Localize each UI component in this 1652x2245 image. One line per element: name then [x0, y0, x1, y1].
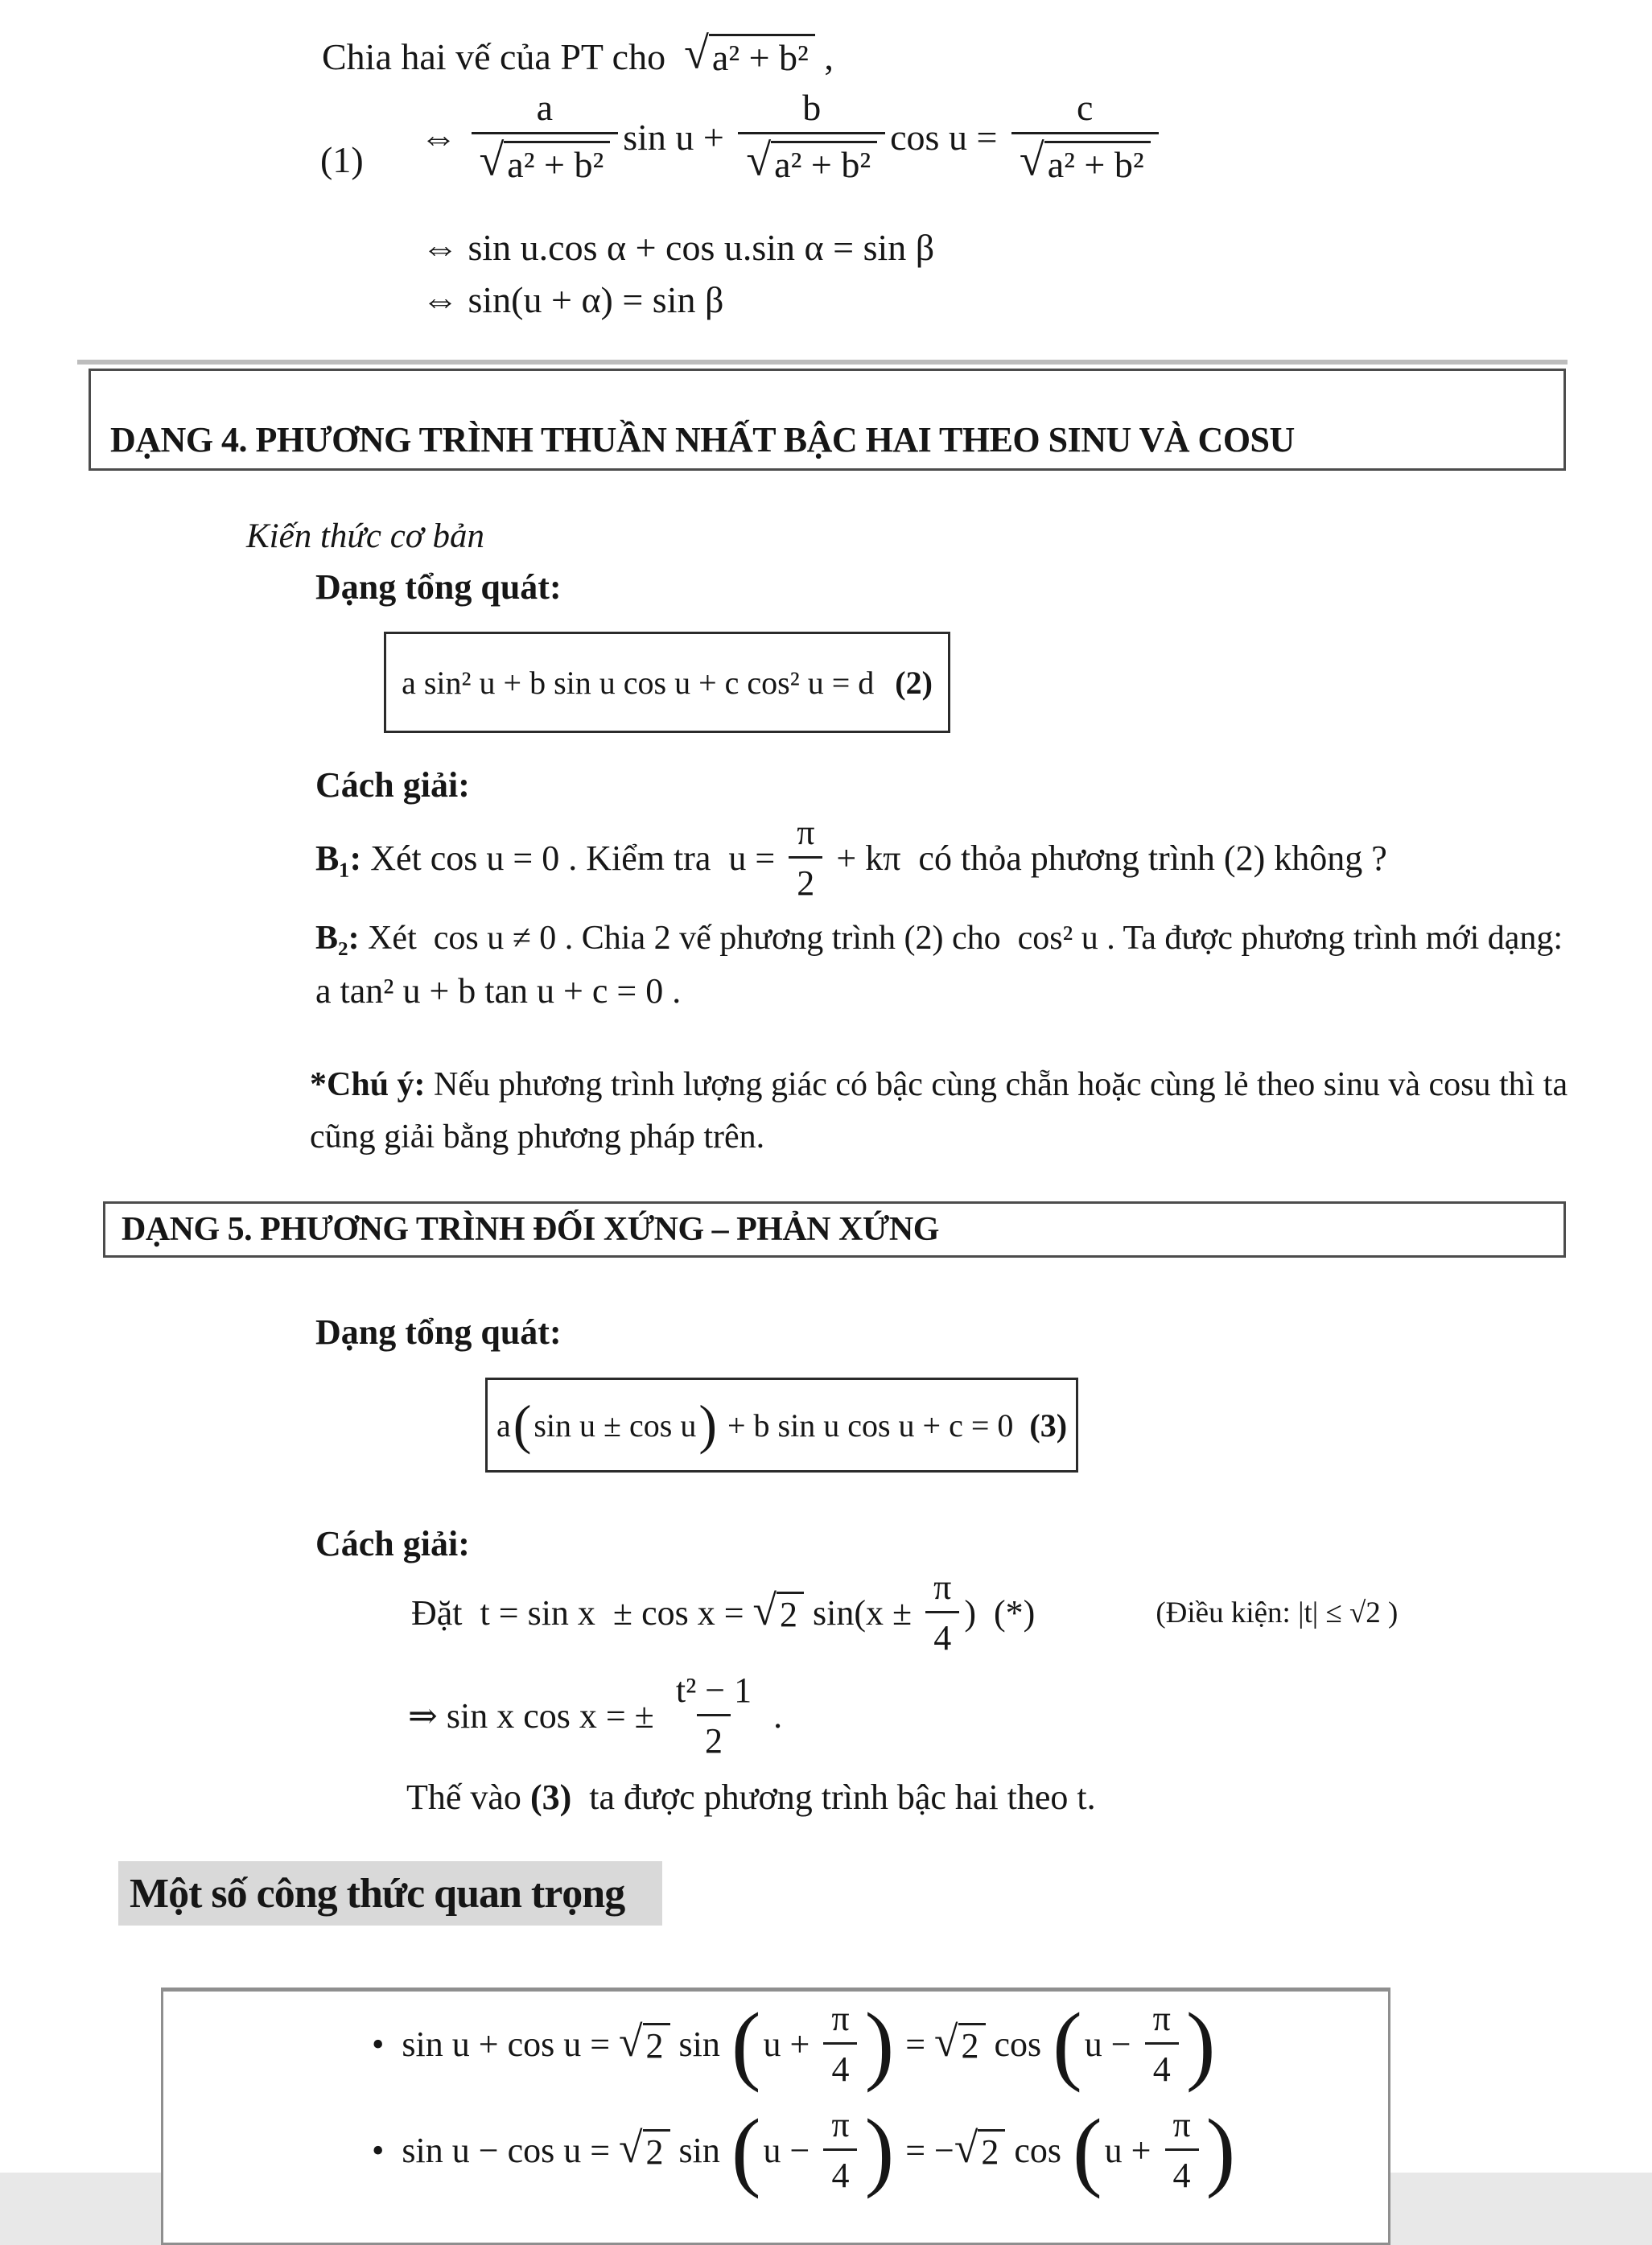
big-paren: ) — [698, 1394, 717, 1456]
big-paren: ( — [731, 2100, 761, 2199]
sqrt-expression — [934, 2016, 985, 2066]
sqrt-sign: √ — [1019, 135, 1044, 186]
big-paren: ) — [1205, 2100, 1236, 2199]
eq1-fraction-row — [420, 89, 1164, 186]
big-paren: ( — [731, 1994, 761, 2093]
fraction-denominator: 2 — [789, 856, 822, 902]
sqrt-body: 2 — [958, 2023, 986, 2065]
sqrt-sign: √ — [619, 2123, 643, 2172]
dang5-general-form-label: Dạng tổng quát: — [315, 1312, 562, 1352]
math-fraction — [1145, 2000, 1179, 2088]
sqrt-expression — [619, 2016, 669, 2066]
fraction-numerator: b — [802, 87, 822, 128]
scan-artifact-line — [77, 360, 1568, 365]
math-text: + b sin u cos u + c = 0 — [719, 1407, 1030, 1444]
eq2-box — [384, 632, 950, 733]
math-text: sin u + — [623, 117, 734, 159]
sqrt-expression — [954, 2123, 1005, 2173]
dang4-cach-giai-label: Cách giải: — [315, 765, 470, 805]
sqrt-expression — [619, 2123, 669, 2173]
math-fraction — [789, 814, 822, 902]
math-text: , — [814, 35, 834, 77]
sqrt-body: a² + b² — [771, 141, 877, 184]
chu-y-line1-text: Nếu phương trình lượng giác có bậc cùng chẵn hoặc cùng lẻ theo sinu và cosu thì ta — [425, 1066, 1568, 1103]
math-bold-text: B₁: — [315, 838, 362, 879]
math-text: = — [896, 2025, 935, 2065]
big-paren: ) — [864, 1994, 895, 2093]
math-bold-text: (2) — [895, 664, 933, 701]
sqrt-sign: √ — [479, 135, 505, 186]
math-fraction — [925, 1569, 959, 1657]
fraction-numerator: π — [1172, 2105, 1191, 2144]
dang4-heading-title: DẠNG 4. PHƯƠNG TRÌNH THUẦN NHẤT BẬC HAI THEO SINU VÀ COSU — [110, 420, 1295, 459]
fraction-denominator: 4 — [823, 2148, 857, 2194]
math-fraction — [668, 1672, 760, 1760]
math-fraction — [1164, 2107, 1198, 2194]
math-text: cos — [985, 2025, 1051, 2065]
math-text: sin u ± cos u — [534, 1407, 697, 1444]
eq3-box — [485, 1378, 1078, 1473]
big-paren: ) — [864, 2100, 895, 2199]
math-text: Xét cos u = 0 . Kiểm tra u = — [361, 838, 785, 879]
sqrt-expression — [746, 135, 877, 186]
math-bold-text: (3) — [1029, 1407, 1068, 1444]
fraction-numerator: π — [831, 2105, 850, 2144]
dat-substitution-row — [411, 1569, 1398, 1657]
intro-line — [322, 28, 834, 79]
math-bold-text: B₂: — [315, 920, 360, 957]
big-paren: ( — [1072, 2100, 1102, 2199]
fraction-numerator: π — [1152, 1999, 1171, 2038]
math-text: Thế vào — [406, 1777, 530, 1817]
dang4-heading-box — [89, 369, 1566, 471]
math-text: cos u = — [890, 117, 1007, 159]
sqrt-sign: √ — [954, 2123, 978, 2172]
fraction-denominator — [738, 132, 885, 186]
fraction-denominator — [472, 132, 619, 186]
math-text: ⇒ sin x cos x = ± — [408, 1696, 663, 1736]
fraction-denominator: 4 — [1165, 2148, 1199, 2194]
sqrt-expression — [1019, 135, 1151, 186]
math-text: a — [496, 1407, 511, 1444]
sqrt-body: 2 — [643, 2129, 670, 2171]
fraction-numerator: a — [536, 87, 554, 128]
step-b1-row — [315, 814, 1387, 902]
math-text: • sin u − cos u = — [372, 2131, 620, 2171]
sqrt-sign: √ — [746, 135, 772, 186]
math-fraction — [472, 89, 619, 186]
math-text: + kπ có thỏa phương trình (2) không ? — [827, 838, 1387, 879]
sqrt-sign: √ — [619, 2016, 643, 2066]
math-note: (Điều kiện: |t| ≤ √2 ) — [1156, 1596, 1399, 1630]
fraction-numerator: t² − 1 — [675, 1670, 752, 1710]
math-fraction — [1011, 89, 1159, 186]
suy-ra-row — [408, 1672, 782, 1760]
math-text: = − — [896, 2131, 954, 2171]
sqrt-expression — [684, 28, 815, 79]
chu-y-lead: *Chú ý: — [310, 1066, 426, 1103]
fraction-numerator: c — [1077, 87, 1094, 128]
the-vao-row — [406, 1777, 1096, 1818]
dang5-cach-giai-label: Cách giải: — [315, 1524, 470, 1563]
math-text: u + — [1104, 2131, 1160, 2171]
math-fraction — [823, 2107, 857, 2194]
sqrt-body: a² + b² — [504, 141, 610, 184]
big-paren: ( — [1053, 1994, 1082, 2093]
math-text: ta được phương trình bậc hai theo t. — [571, 1777, 1096, 1817]
math-bold-text: (3) — [529, 1777, 572, 1817]
math-fraction — [823, 2000, 857, 2088]
big-paren: ) — [1185, 1994, 1216, 2093]
chu-y-line2-text: cũng giải bằng phương pháp trên. — [310, 1118, 765, 1156]
step-b2-line2: a tan² u + b tan u + c = 0 . — [315, 971, 682, 1011]
math-text: cos — [1005, 2131, 1070, 2171]
math-text: Xét cos u ≠ 0 . Chia 2 vế phương trình (2) cho cos² u . Ta được phương trình mới dạng: — [359, 920, 1563, 957]
fraction-numerator: π — [933, 1567, 952, 1607]
math-text: a sin² u + b sin u cos u + c cos² u = d — [402, 664, 875, 701]
math-fraction — [738, 89, 885, 186]
math-text: u + — [763, 2025, 819, 2065]
eq1-step2: ⇔ sin u.cos α + cos u.sin α = sin β — [422, 227, 935, 268]
sqrt-body: a² + b² — [1044, 141, 1151, 184]
sqrt-body: 2 — [978, 2129, 1005, 2171]
math-text: ) (*) — [964, 1593, 1036, 1633]
sqrt-body: a² + b² — [709, 34, 815, 77]
math-text: ⇔ — [420, 117, 467, 159]
math-text: • sin u + cos u = — [372, 2025, 620, 2065]
eq1-step3: ⇔ sin(u + α) = sin β — [422, 279, 724, 320]
fraction-denominator: 4 — [925, 1611, 959, 1657]
math-text: Đặt t = sin x ± cos x = — [411, 1593, 753, 1633]
fraction-numerator: π — [831, 1999, 850, 2038]
math-text: sin — [669, 2131, 729, 2171]
math-text: u − — [1084, 2025, 1140, 2065]
math-text: . — [764, 1696, 783, 1736]
sqrt-body: 2 — [777, 1592, 804, 1633]
big-paren: ( — [513, 1394, 532, 1456]
kien-thuc-co-ban-label: Kiến thức cơ bản — [246, 517, 484, 555]
fraction-denominator: 4 — [823, 2042, 857, 2088]
chu-y-paragraph — [310, 1059, 1568, 1164]
math-text: sin — [669, 2025, 729, 2065]
math-text: sin(x ± — [804, 1593, 921, 1633]
dang5-heading-box — [103, 1201, 1566, 1258]
sqrt-sign: √ — [684, 28, 709, 79]
formula-row-1 — [372, 1994, 1217, 2093]
sqrt-expression — [479, 135, 611, 186]
sqrt-body: 2 — [643, 2023, 670, 2065]
fraction-denominator — [1011, 132, 1159, 186]
dang4-general-form-label: Dạng tổng quát: — [315, 567, 562, 607]
math-text: Chia hai vế của PT cho — [322, 35, 685, 77]
math-spacer — [874, 682, 895, 683]
math-text: u − — [763, 2131, 819, 2171]
fraction-denominator: 2 — [697, 1714, 731, 1760]
formula-row-2 — [372, 2100, 1238, 2199]
sqrt-sign: √ — [752, 1585, 777, 1634]
sqrt-expression — [752, 1585, 804, 1635]
fraction-numerator: π — [797, 813, 815, 852]
fraction-denominator: 4 — [1145, 2042, 1179, 2088]
important-formulas-title: Một số công thức quan trọng — [118, 1861, 662, 1926]
dang5-heading-title: DẠNG 5. PHƯƠNG TRÌNH ĐỐI XỨNG – PHẢN XỨNG — [122, 1211, 939, 1248]
step-b2-line1 — [315, 919, 1563, 958]
eq1-label: (1) — [320, 139, 364, 180]
sqrt-sign: √ — [934, 2016, 958, 2066]
